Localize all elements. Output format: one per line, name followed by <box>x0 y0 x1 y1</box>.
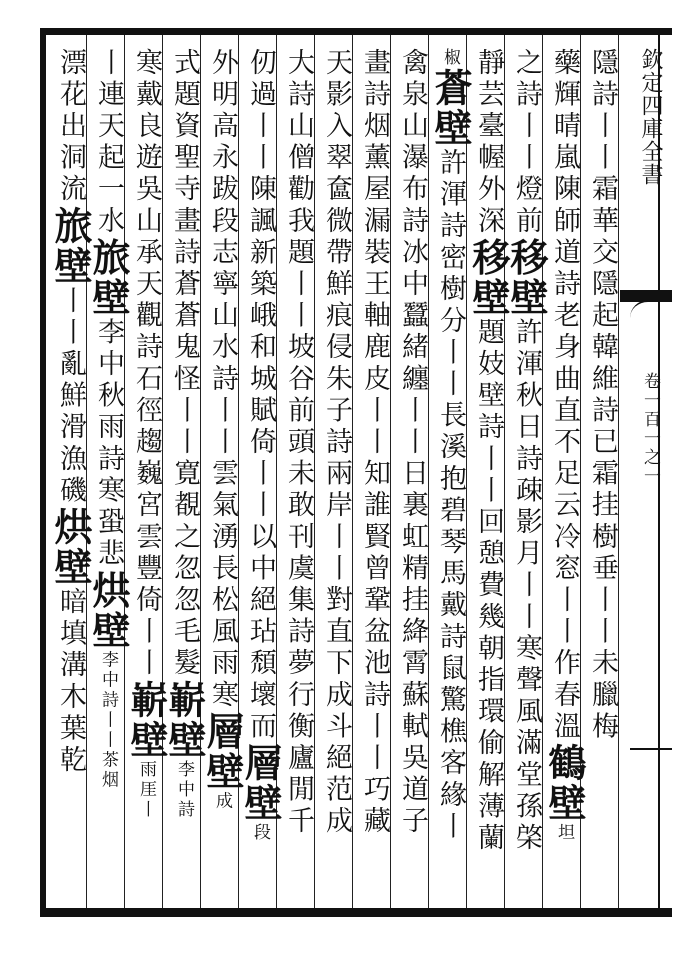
headword: 嶄壁 <box>124 680 169 760</box>
text-column-2 <box>542 48 587 844</box>
annotation-text: 李中詩丨丨茶烟 <box>98 650 118 791</box>
body-text: 天影入翠奩微帶鮮痕侵朱子詩兩岸丨丨對直下成斗絕范成 <box>321 48 352 838</box>
annotation-text: 椒 <box>440 48 460 68</box>
text-column-10 <box>238 48 283 844</box>
volume-label: 卷一百一之一 <box>640 372 660 486</box>
body-text: 暗填溝木葉乾 <box>55 587 86 777</box>
headword: 移壁 <box>504 237 549 318</box>
annotation-text: 李中詩 <box>174 760 194 820</box>
headword: 旅壁 <box>48 206 93 286</box>
body-text: 藥輝晴嵐陳師道詩老身曲直不足云冷窓丨丨作春溫 <box>549 48 580 744</box>
text-column-15 <box>48 48 93 777</box>
text-column-4 <box>466 48 511 855</box>
body-text: 禽泉山瀑布詩冰中蠶緒纏丨丨日裏虹精挂絳霄蘇軾吳道子 <box>397 48 428 838</box>
text-column-1 <box>582 48 622 743</box>
body-text: 漂花出洞流 <box>55 48 86 206</box>
body-text: 丨連天起一水 <box>93 48 124 238</box>
text-column-11 <box>200 48 245 812</box>
fold-mark-wedge <box>630 300 670 318</box>
page-frame-left <box>40 28 46 917</box>
headword: 烘壁 <box>86 570 131 651</box>
book-title: 欽定四庫全書 <box>638 48 663 186</box>
text-column-3 <box>504 48 549 855</box>
headword: 層壁 <box>200 711 245 792</box>
text-column-7 <box>354 48 394 838</box>
annotation-text: 成 <box>212 791 232 812</box>
headword: 移壁 <box>466 237 511 318</box>
headword: 烘壁 <box>48 507 93 588</box>
body-text: 畫詩烟薰屋漏裝王軸鹿皮丨丨知誰賢曾鞏盆池詩丨丨巧藏 <box>359 48 390 838</box>
text-column-13 <box>124 48 169 820</box>
page-frame-bottom <box>40 908 672 917</box>
body-text: 式題資聖寺畫詩蒼蒼鬼怪丨丨寛覩之忽忽毛髮 <box>169 48 200 680</box>
body-text: 外明高永跋段志寧山水詩丨丨雲氣湧長松風雨寒 <box>207 48 238 712</box>
body-text: 李中秋雨詩寒蛩悲 <box>93 317 124 571</box>
body-text: 之詩丨丨燈前 <box>511 48 542 238</box>
fold-mark-line <box>630 748 672 750</box>
text-column-12 <box>162 48 207 820</box>
text-column-9 <box>278 48 318 838</box>
text-column-8 <box>316 48 356 838</box>
body-text: 靜芸臺幄外深 <box>473 48 504 238</box>
body-text: 仞過丨丨陳諷新築峨和城賦倚丨丨以中絕玷頹壞而 <box>245 48 276 744</box>
headword: 蒼壁 <box>428 68 473 148</box>
page-frame-top <box>40 28 672 35</box>
annotation-text: 段 <box>250 823 270 844</box>
headword: 鶴壁 <box>542 743 587 824</box>
body-text: 隱詩丨丨霜華交隱起韓維詩已霜挂樹垂丨丨未臘梅 <box>587 48 618 744</box>
text-column-14 <box>86 48 131 791</box>
text-column-5 <box>428 48 473 844</box>
text-column-6 <box>392 48 432 838</box>
body-text: 大詩山僧勸我題丨丨坡谷前頭未敢刊虞集詩夢行衡廬閒千 <box>283 48 314 838</box>
annotation-text: 雨厓丨 <box>136 760 156 820</box>
body-text: 丨丨亂鮮滑漁磯 <box>55 286 86 508</box>
body-text: 許渾詩密樹分丨丨長溪抱碧琴馬戴詩鼠驚樵客緣丨 <box>435 148 466 844</box>
annotation-text: 坦 <box>554 823 574 844</box>
headword: 旅壁 <box>86 237 131 318</box>
headword: 層壁 <box>238 743 283 824</box>
body-text: 許渾秋日詩疎影月丨丨寒聲風滿堂孫棨 <box>511 317 542 855</box>
body-text: 寒戴良遊吳山承天觀詩石徑趨巍宮雲豐倚丨丨 <box>131 48 162 680</box>
body-text: 題妓壁詩丨丨回憩費幾朝指環偷解薄蘭 <box>473 317 504 855</box>
headword: 嶄壁 <box>162 680 207 760</box>
